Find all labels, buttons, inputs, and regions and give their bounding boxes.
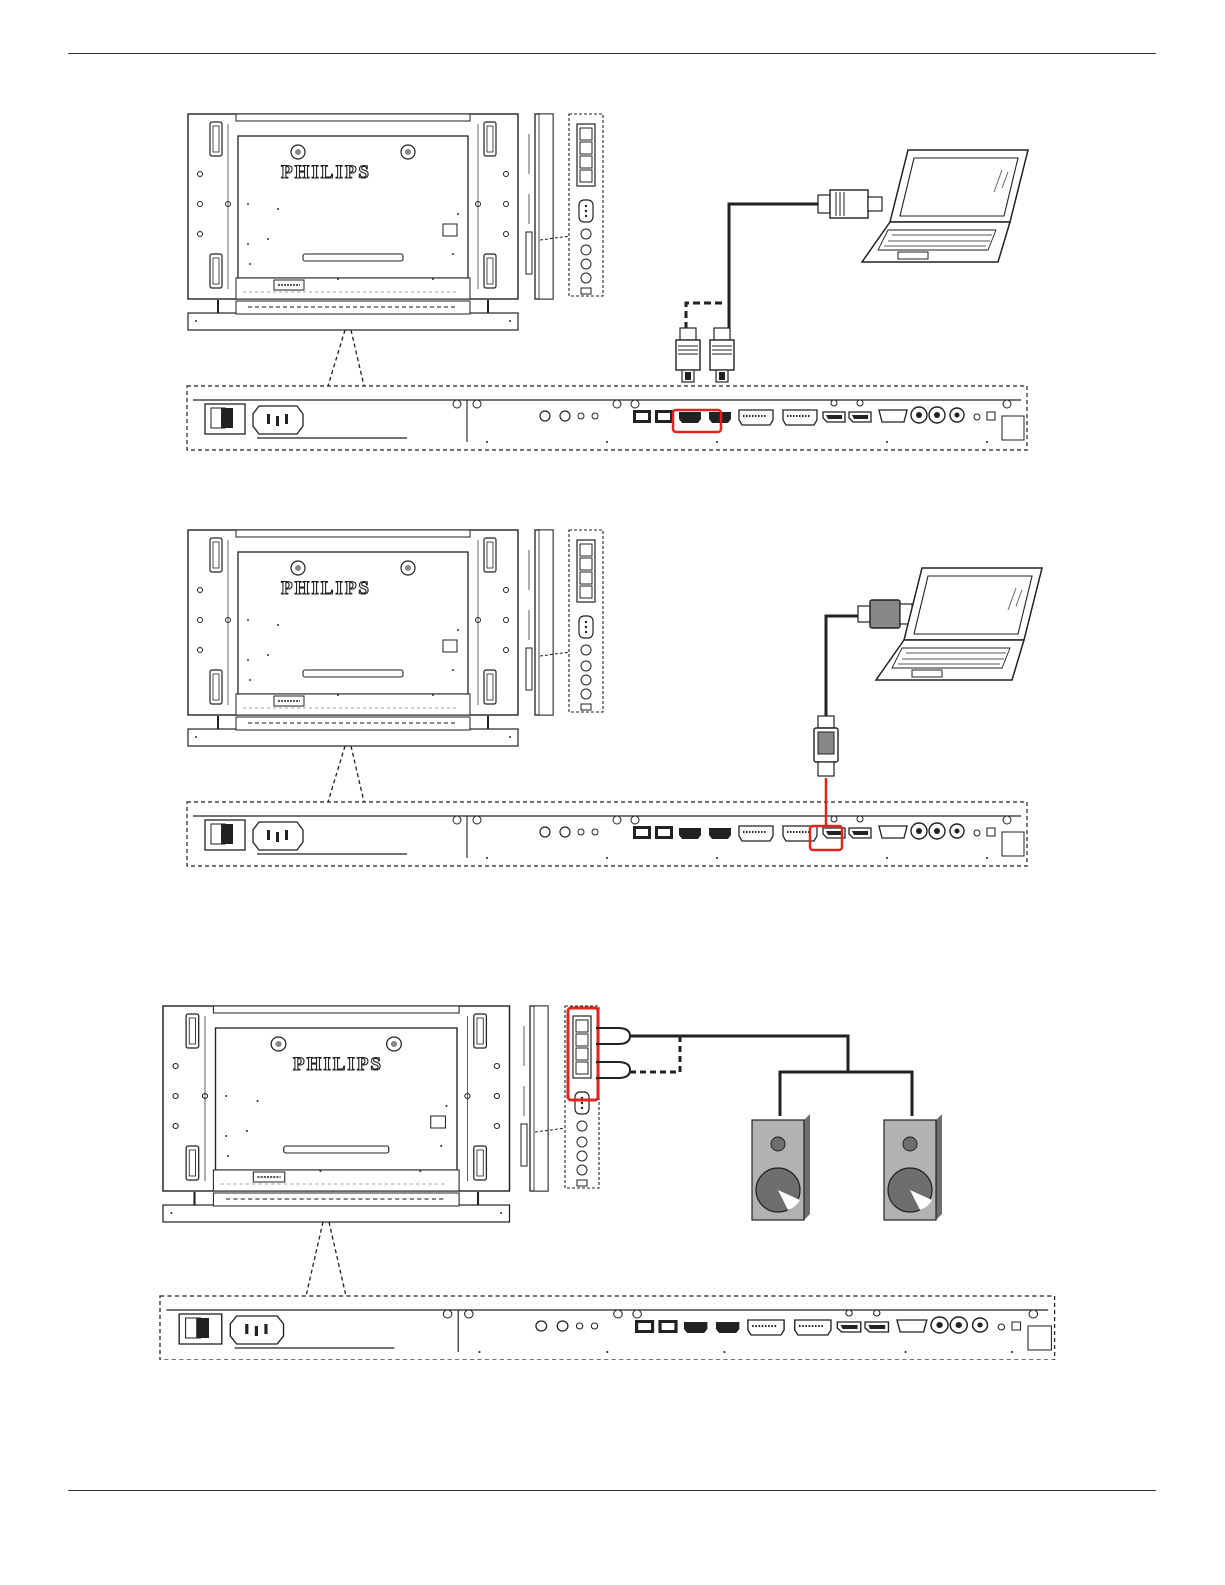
brand-logo: PHILIPS — [292, 1054, 384, 1075]
monitor-side-profile — [526, 530, 553, 715]
monitor-rear-view — [163, 1006, 509, 1222]
speaker-icon — [884, 1114, 942, 1220]
side-port-panel — [569, 530, 603, 712]
bottom-rule — [68, 1490, 1156, 1491]
figure-speaker-connection — [0, 890, 1225, 1360]
monitor-side-profile — [526, 114, 553, 299]
speaker-icon — [752, 1114, 810, 1220]
monitor-rear-view — [188, 530, 518, 746]
bottom-connector-strip — [187, 802, 1027, 866]
side-port-panel — [569, 114, 603, 296]
monitor-side-profile — [521, 1006, 548, 1191]
hdmi-plug-icon — [710, 328, 734, 382]
hdmi-plug-icon — [676, 328, 700, 382]
displayport-plug-icon — [858, 600, 912, 628]
monitor-rear-view — [188, 114, 518, 330]
figure-displayport-connection — [0, 416, 1225, 886]
brand-logo: PHILIPS — [280, 162, 372, 183]
laptop-icon — [862, 150, 1028, 262]
hdmi-plug-icon — [818, 190, 882, 218]
bottom-connector-strip — [160, 1296, 1055, 1360]
side-port-panel — [565, 1006, 599, 1188]
figure-hdmi-connection — [0, 0, 1225, 470]
displayport-plug-icon — [814, 716, 838, 776]
brand-logo: PHILIPS — [280, 578, 372, 599]
